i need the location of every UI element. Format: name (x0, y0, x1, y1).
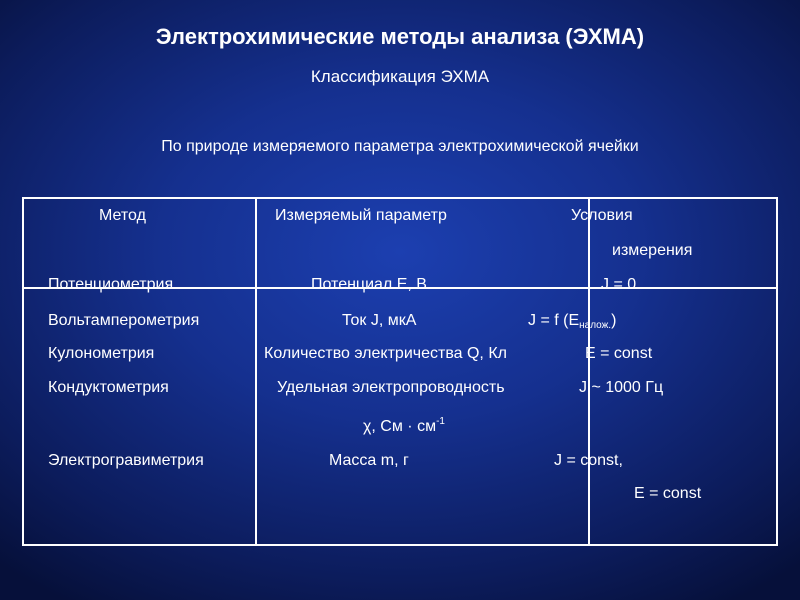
slide-title: Электрохимические методы анализа (ЭХМА) (155, 24, 645, 49)
row-parameter-conductivity: Удельная электропроводность (277, 379, 505, 396)
row-condition-potential-const-2: E = const (634, 485, 702, 502)
row-method-potentiometry: Потенциометрия (48, 276, 174, 293)
row-condition-frequency: J ~ 1000 Гц (579, 379, 664, 396)
table-border-right (776, 197, 778, 546)
row-parameter-current: Ток J, мкА (342, 312, 417, 329)
table-border-left (22, 197, 24, 546)
header-method: Метод (99, 207, 146, 224)
row-method-conductometry: Кондуктометрия (48, 379, 169, 396)
header-conditions-line2: измерения (612, 242, 693, 259)
row-parameter-conductivity-units (363, 416, 445, 436)
slide-subtitle: Классификация ЭХМА (310, 67, 490, 86)
row-method-coulometry: Кулонометрия (48, 345, 155, 362)
header-conditions: Условия (571, 207, 633, 224)
section-heading: По природе измеряемого параметра электрохимической ячейки (161, 138, 639, 155)
header-parameter: Измеряемый параметр (275, 207, 447, 224)
table-border-top (22, 197, 778, 199)
units-superscript: -1 (436, 416, 445, 427)
table-column-divider-1 (255, 197, 257, 546)
row-method-voltammetry: Вольтамперометрия (48, 312, 200, 329)
row-condition-current-zero: J = 0 (601, 276, 637, 293)
row-parameter-potential: Потенциал E, В (311, 276, 427, 293)
condition-prefix: J = f (E (528, 312, 580, 329)
row-parameter-mass: Масса m, г (329, 452, 409, 469)
row-method-electrogravimetry: Электрогравиметрия (48, 452, 204, 469)
row-condition-applied-potential (528, 312, 616, 331)
table-column-divider-2 (588, 197, 590, 546)
row-condition-current-const: J = const, (554, 452, 623, 469)
units-text: χ, См · см (363, 418, 437, 435)
condition-subscript: налож. (579, 320, 612, 331)
row-parameter-charge: Количество электричества Q, Кл (264, 345, 507, 362)
table-border-bottom (22, 544, 778, 546)
row-condition-potential-const: E = const (585, 345, 653, 362)
condition-suffix: ) (611, 312, 617, 329)
